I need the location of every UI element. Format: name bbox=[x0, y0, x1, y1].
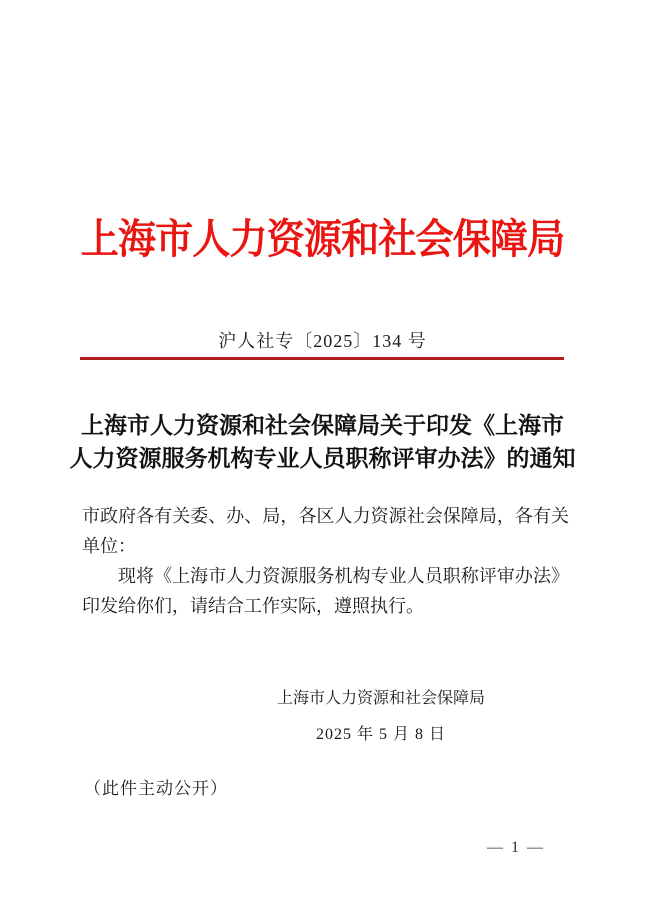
page-number: — 1 — bbox=[487, 839, 545, 856]
signature-date: 2025 年 5 月 8 日 bbox=[315, 726, 446, 743]
disclosure-note: （此件主动公开） bbox=[84, 779, 228, 798]
document-title-line-2: 人力资源服务机构专业人员职称评审办法》的通知 bbox=[69, 446, 576, 471]
document-title bbox=[0, 409, 645, 475]
body-paragraph: 现将《上海市人力资源服务机构专业人员职称评审办法》印发给你们，请结合工作实际，遵照执行。 bbox=[82, 566, 569, 616]
red-divider-line bbox=[80, 357, 564, 360]
recipients-line: 市政府各有关委、办、局，各区人力资源社会保障局，各有关单位： bbox=[82, 506, 569, 556]
document-title-line-1: 上海市人力资源和社会保障局关于印发《上海市 bbox=[81, 413, 564, 438]
document-body bbox=[82, 501, 569, 621]
signature-block bbox=[277, 681, 485, 753]
letterhead-org-name: 上海市人力资源和社会保障局 bbox=[80, 216, 565, 262]
document-number: 沪人社专〔2025〕134 号 bbox=[218, 331, 427, 351]
signature-org: 上海市人力资源和社会保障局 bbox=[276, 690, 485, 707]
